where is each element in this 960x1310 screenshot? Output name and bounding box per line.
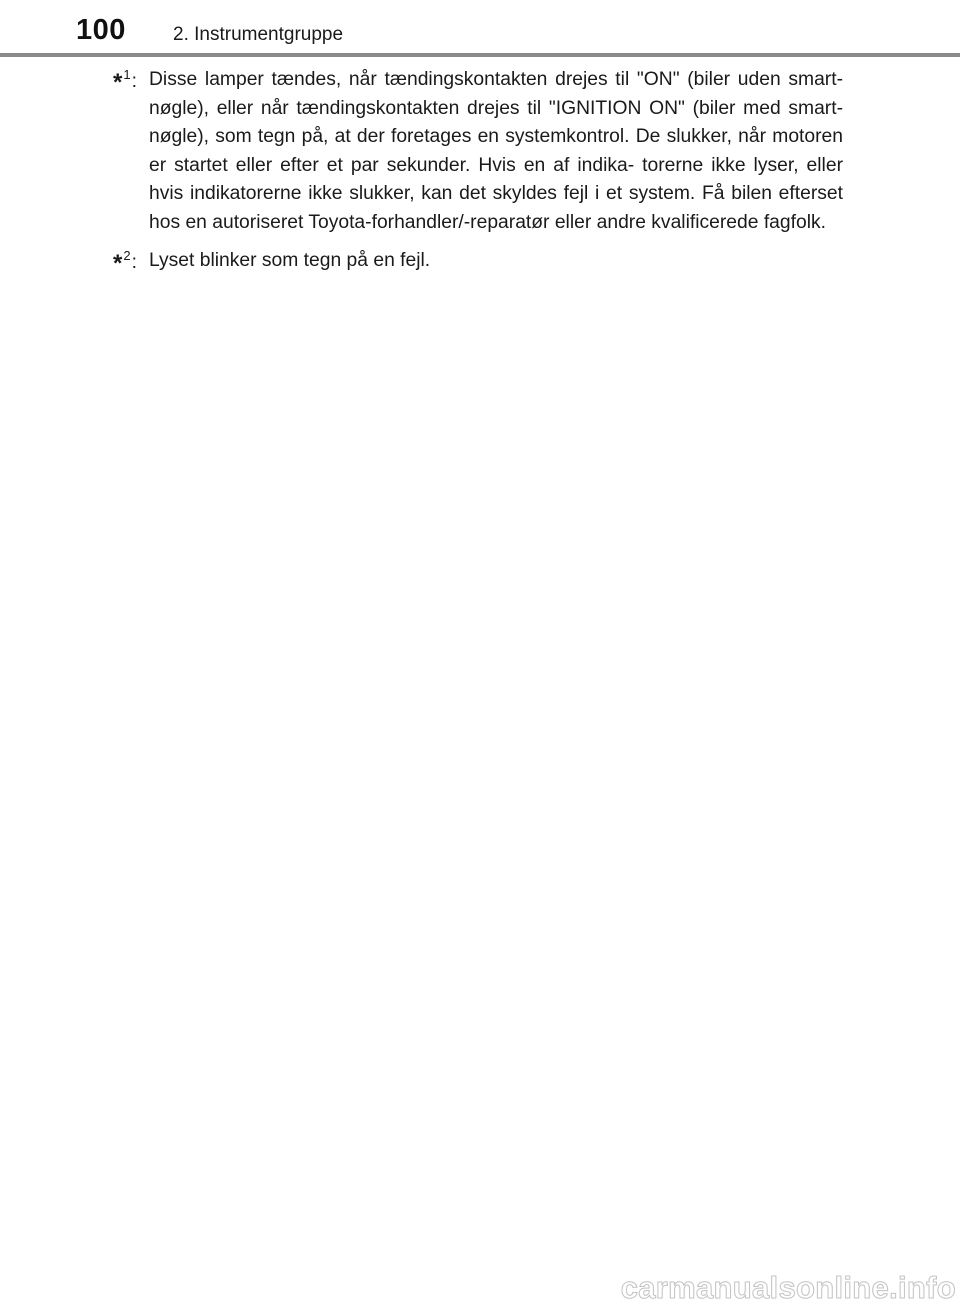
footnote-separator: : [131, 251, 137, 273]
footnote-separator: : [131, 71, 137, 92]
footnote-text: Disse lamper tændes, når tændingskontakten drejes til "ON" (biler uden smart-nøgle), eller når tændingskontakten drejes til "IGNITION ON" (biler med smart-nøgle), som tegn på, at der foretages en systemkontrol. De slukker, når motoren er startet eller efter et par sekunder. Hvis en af indika- torerne ikke lyser, eller hvis indikatorerne ikke slukker, kan det skyldes fejl i et system. Få bilen efterset hos en autoriseret Toyota-forhandler/-reparatør eller andre kvalificerede fagfolk. [149, 69, 843, 233]
footnote-marker [113, 66, 137, 98]
footnote-2 [113, 247, 843, 276]
section-title: 2. Instrumentgruppe [173, 24, 344, 45]
footnote-1 [113, 66, 843, 238]
watermark: carmanualsonline.info [620, 1270, 956, 1305]
page-number: 100 [76, 14, 126, 46]
footnote-list [113, 66, 843, 284]
asterisk-icon: * [113, 69, 123, 96]
footnote-text: Lyset blinker som tegn på en fejl. [149, 249, 431, 271]
asterisk-icon: * [113, 249, 123, 277]
footnote-number: 1 [123, 67, 131, 82]
header-divider [0, 53, 960, 57]
page-header [0, 0, 960, 58]
footnote-marker [113, 247, 137, 279]
footnote-number: 2 [123, 247, 131, 263]
